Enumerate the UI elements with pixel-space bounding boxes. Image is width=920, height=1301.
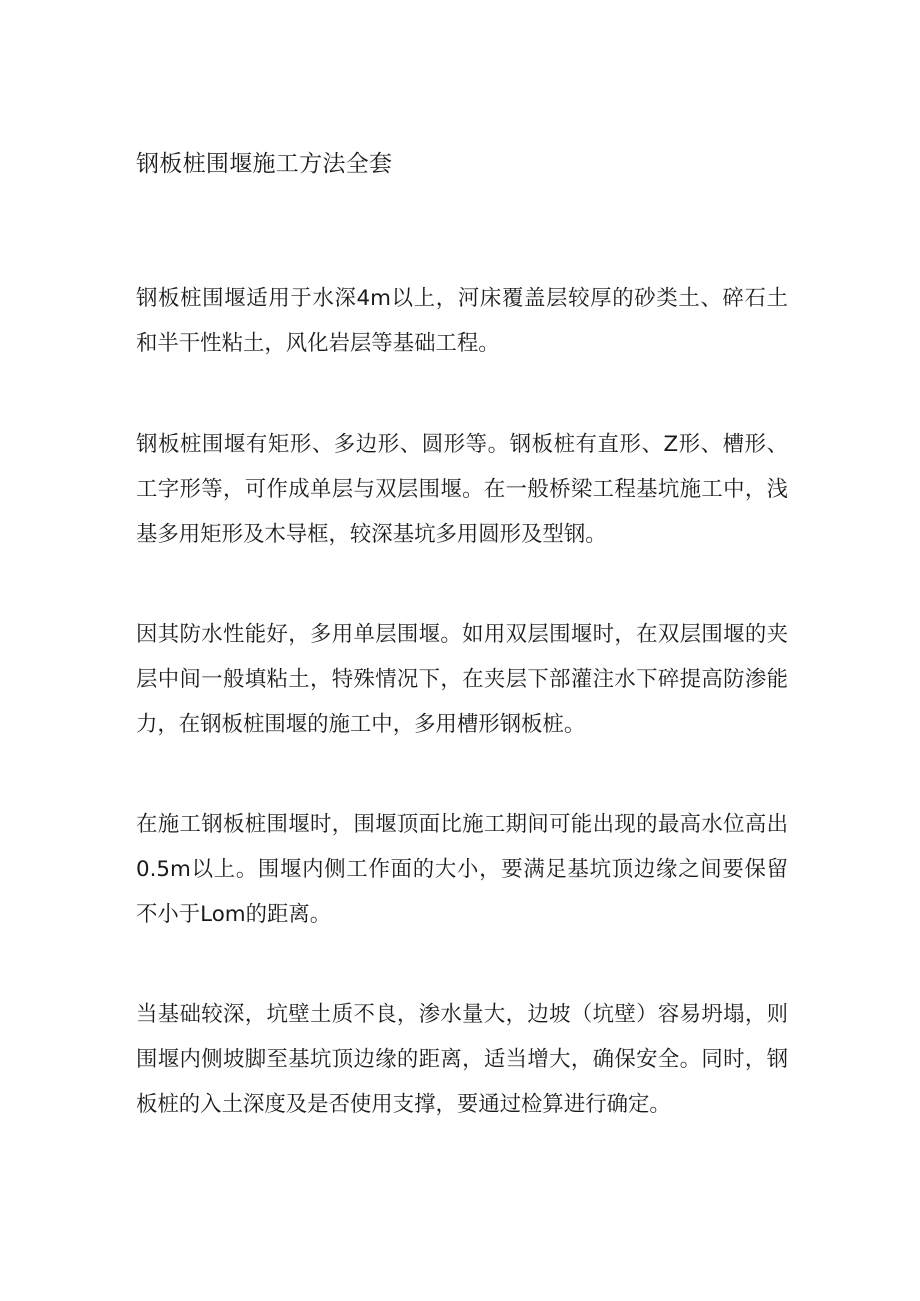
paragraph-applicability: 钢板桩围堰适用于水深4m以上，河床覆盖层较厚的砂类土、碎石土和半干性粘土，风化岩层等基础工程。 bbox=[136, 286, 788, 356]
paragraph-waterproofing: 因其防水性能好，多用单层围堰。如用双层围堰时，在双层围堰的夹层中间一般填粘土，特殊情况下，在夹层下部灌注水下碎提高防渗能力，在钢板桩围堰的施工中，多用槽形钢板桩。 bbox=[136, 622, 788, 737]
paragraph-top-elevation: 在施工钢板桩围堰时，围堰顶面比施工期间可能出现的最高水位高出0.5m以上。围堰内侧工作面的大小，要满足基坑顶边缘之间要保留不小于Lom的距离。 bbox=[136, 812, 788, 927]
document-title: 钢板桩围堰施工方法全套 bbox=[136, 151, 393, 177]
paragraph-deep-foundation: 当基础较深，坑壁土质不良，渗水量大，边坡（坑壁）容易坍塌，则围堰内侧坡脚至基坑顶边缘的距离，适当增大，确保安全。同时，钢板桩的入土深度及是否使用支撑，要通过检算进行确定。 bbox=[136, 1002, 788, 1117]
paragraph-shapes: 钢板桩围堰有矩形、多边形、圆形等。钢板桩有直形、Z形、槽形、工字形等，可作成单层与双层围堰。在一般桥梁工程基坑施工中，浅基多用矩形及木导框，较深基坑多用圆形及型钢。 bbox=[136, 432, 788, 547]
